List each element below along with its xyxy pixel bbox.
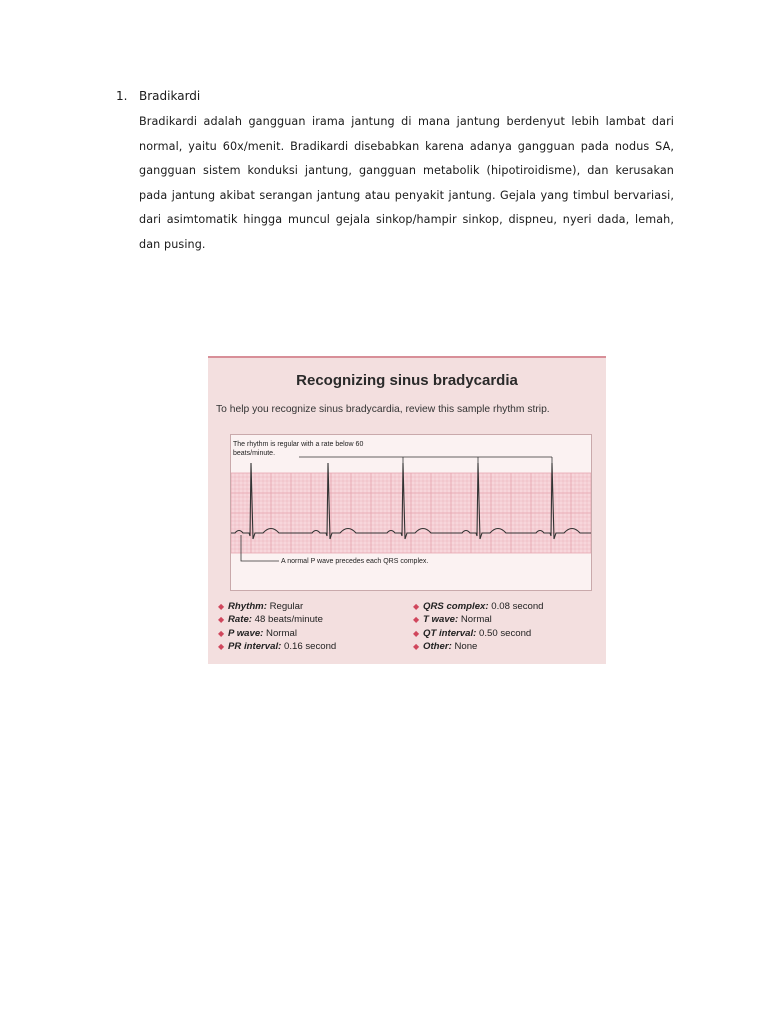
detail-t-wave: ◆ T wave: Normal (413, 614, 492, 626)
diamond-bullet-icon: ◆ (218, 642, 225, 652)
detail-other: ◆ Other: None (413, 641, 478, 653)
sinus-bradycardia-figure (208, 356, 606, 664)
diamond-bullet-icon: ◆ (413, 615, 420, 625)
details-left-column (218, 600, 336, 654)
ecg-strip-graphic (231, 435, 591, 590)
ecg-grid (231, 473, 591, 553)
list-number: 1. (116, 89, 128, 103)
annotation-regular-rhythm: The rhythm is regular with a rate below 60 beats/minute. (233, 441, 364, 457)
section-paragraph: Bradikardi adalah gangguan irama jantung di mana jantung berdenyut lebih lambat dari normal, yaitu 60x/menit. Bradikardi disebabkan karena adanya gangguan pada nodus SA, gangguan sistem konduksi jantung, gangguan metabolik (hipotiroidisme), dan kerusakan pada jantung akibat serangan jantung atau penyakit jantung. Gejala yang timbul bervariasi, dari asimtomatik hingga muncul gejala sinkop/hampir sinkop, dispneu, nyeri dada, lemah, dan pusing. (139, 115, 674, 251)
detail-p-wave: ◆ P wave: Normal (218, 627, 297, 639)
details-right-column (413, 600, 544, 654)
rr-interval-brackets (299, 457, 552, 465)
detail-pr-interval: ◆ PR interval: 0.16 second (218, 641, 337, 653)
detail-rhythm: ◆ Rhythm: Regular (218, 601, 304, 612)
rhythm-strip (230, 434, 592, 591)
figure-subtitle: To help you recognize sinus bradycardia, review this sample rhythm strip. (216, 404, 550, 415)
section-heading: Bradikardi (139, 89, 201, 103)
detail-qrs-complex: ◆ QRS complex: 0.08 second (413, 601, 544, 612)
diamond-bullet-icon: ◆ (218, 602, 225, 611)
detail-rate: ◆ Rate: 48 beats/minute (218, 614, 323, 626)
diamond-bullet-icon: ◆ (218, 628, 225, 638)
diamond-bullet-icon: ◆ (218, 615, 225, 625)
diamond-bullet-icon: ◆ (413, 642, 420, 652)
diamond-bullet-icon: ◆ (413, 628, 420, 638)
annotation-p-wave: A normal P wave precedes each QRS complex. (281, 558, 429, 565)
detail-qt-interval: ◆ QT interval: 0.50 second (413, 627, 532, 639)
diamond-bullet-icon: ◆ (413, 602, 420, 611)
figure-title: Recognizing sinus bradycardia (296, 372, 518, 389)
